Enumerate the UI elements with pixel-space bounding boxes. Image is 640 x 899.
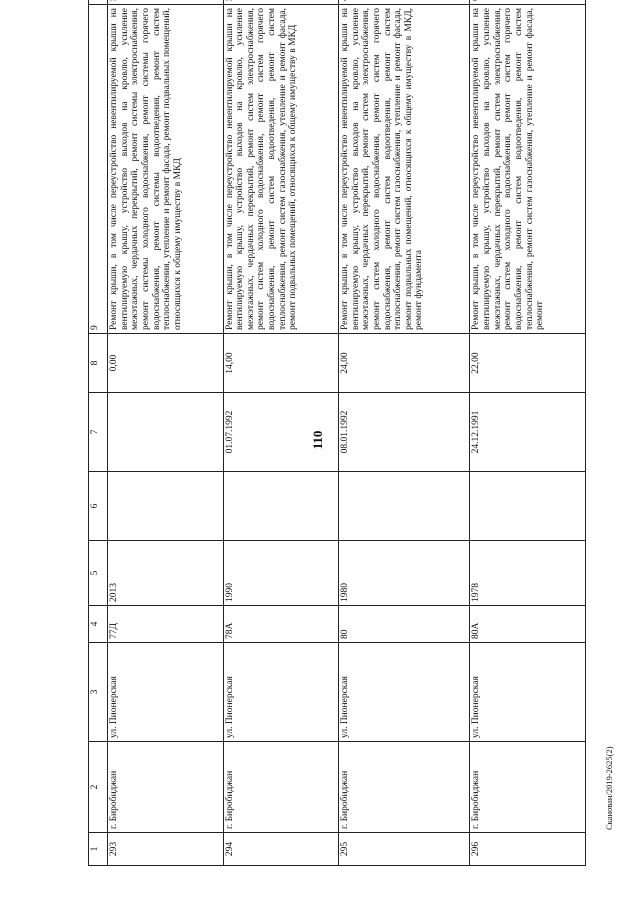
col-header-9: 9 bbox=[89, 5, 108, 334]
works-cell: Ремонт крыши, в том числе переустройство невентилируемой крыши на вентилируемую крышу, устройство выходов на кровлю, усиление межэтажных, чердачных перекрытий, ремонт системы электроснабжения, ремонт системы холодного водоснабжения, ремонт системы горячего водоснабжения, ремонт системы водоотведения, ремонт систем теплоснабжения, утепление и ремонт фасада, ремонт подвальных помещений, относящихся к общему имуществу в МКД bbox=[108, 5, 224, 334]
date-cell: 08.01.1992 bbox=[339, 393, 470, 472]
house-cell: 80А bbox=[470, 606, 586, 643]
date-cell bbox=[108, 393, 224, 472]
col-header-1: 1 bbox=[89, 833, 108, 866]
city-cell: г. Биробиджан bbox=[339, 742, 470, 833]
date-cell: 01.07.1992 bbox=[223, 393, 339, 472]
date-cell: 24.12.1991 bbox=[470, 393, 586, 472]
rate-cell: 0,00 bbox=[108, 334, 224, 393]
col-header-3: 3 bbox=[89, 643, 108, 742]
cost-cell bbox=[339, 0, 470, 5]
city-cell: г. Биробиджан bbox=[223, 742, 339, 833]
row-number: 293 bbox=[108, 833, 224, 866]
works-cell: Ремонт крыши, в том числе переустройство невентилируемой крыши на вентилируемую крышу, устройство выходов на кровлю, усиление межэтажных, чердачных перекрытий, ремонт систем электроснабжения, ремонт систем холодного водоснабжения, ремонт систем горячего водоснабжения, ремонт систем водоотведения, ремонт систем теплоснабжения, ремонт систем газоснабжения, утепление и ремонт фасада, ремонт подвальных помещений, относящихся к общему имуществу в МКД, ремонт фундамента bbox=[339, 5, 470, 334]
house-cell: 80 bbox=[339, 606, 470, 643]
col-header-4: 4 bbox=[89, 606, 108, 643]
city-cell: г. Биробиджан bbox=[108, 742, 224, 833]
row-number: 295 bbox=[339, 833, 470, 866]
col6-cell bbox=[108, 472, 224, 541]
cost-cell bbox=[470, 0, 586, 5]
table-row bbox=[108, 0, 224, 866]
col-header-7: 7 bbox=[89, 393, 108, 472]
capital-repair-table bbox=[88, 0, 586, 866]
rate-cell: 24,00 bbox=[339, 334, 470, 393]
street-cell: ул. Пионерская bbox=[470, 643, 586, 742]
house-cell: 78А bbox=[223, 606, 339, 643]
col6-cell bbox=[470, 472, 586, 541]
street-cell: ул. Пионерская bbox=[223, 643, 339, 742]
year-cell: 1980 bbox=[339, 541, 470, 606]
works-cell: Ремонт крыши, в том числе переустройство невентилируемой крыши на вентилируемую крышу, устройство выходов на кровлю, усиление межэтажных, чердачных перекрытий, ремонт систем электроснабжения, ремонт систем холодного водоснабжения, ремонт систем горячего водоснабжения, ремонт систем водоотведения, ремонт систем теплоснабжения, ремонт систем газоснабжения, утепление и ремонт фасада, ремонт подвальных помещений, относящихся к общему имуществу в МКД bbox=[223, 5, 339, 334]
col-header-10 bbox=[89, 0, 108, 5]
page-number: 110 bbox=[310, 430, 325, 450]
year-cell: 1990 bbox=[223, 541, 339, 606]
col-header-2: 2 bbox=[89, 742, 108, 833]
col-header-8: 8 bbox=[89, 334, 108, 393]
city-cell: г. Биробиджан bbox=[470, 742, 586, 833]
table-row bbox=[339, 0, 470, 866]
cost-cell bbox=[108, 0, 224, 5]
table-row bbox=[223, 0, 339, 866]
header-row bbox=[89, 0, 108, 866]
col-header-5: 5 bbox=[89, 541, 108, 606]
street-cell: ул. Пионерская bbox=[339, 643, 470, 742]
rate-cell: 22,00 bbox=[470, 334, 586, 393]
table-rotated-container bbox=[88, 0, 586, 866]
cost-cell bbox=[223, 0, 339, 5]
col6-cell bbox=[339, 472, 470, 541]
year-cell: 1978 bbox=[470, 541, 586, 606]
street-cell: ул. Пионерская bbox=[108, 643, 224, 742]
col-header-6: 6 bbox=[89, 472, 108, 541]
works-cell: Ремонт крыши, в том числе переустройство невентилируемой крыши на вентилируемую крышу, устройство выходов на кровлю, усиление межэтажных, чердачных перекрытий, ремонт систем электроснабжения, ремонт систем холодного водоснабжения, ремонт систем горячего водоснабжения, ремонт систем водоотведения, ремонт систем теплоснабжения, ремонт систем газоснабжения, утепление и ремонт фасада, ремонт bbox=[470, 5, 586, 334]
rate-cell: 14,00 bbox=[223, 334, 339, 393]
col6-cell bbox=[223, 472, 339, 541]
table-row bbox=[470, 0, 586, 866]
document-code: Сканован/2019-2625(2) bbox=[604, 746, 614, 830]
house-cell: 77Д bbox=[108, 606, 224, 643]
year-cell: 2013 bbox=[108, 541, 224, 606]
row-number: 294 bbox=[223, 833, 339, 866]
row-number: 296 bbox=[470, 833, 586, 866]
